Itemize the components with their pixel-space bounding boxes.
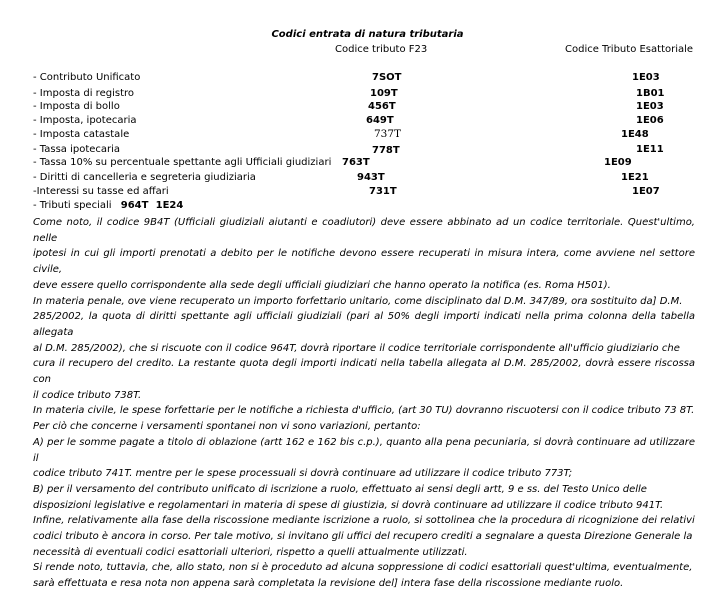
row-label-interessi-tasse: -Interessi su tasse ed affari — [33, 186, 169, 197]
body-line: codici tributo è ancora in corso. Per tale motivo, si invitano gli uffici del recupero crediti a segnalare a questa Direzione Generale la — [33, 531, 693, 543]
body-line: Si rende noto, tuttavia, che, allo stato, non si è proceduto ad alcuna soppressione di codici esattoriali quest'ultima, eventualmente, — [33, 562, 693, 574]
body-line: In materia civile, le spese forfettarie per le notifiche a richiesta d'ufficio, (art 30 TU) dovranno riscuotersi con il codice tributo 73 8T. — [33, 405, 695, 417]
body-text — [33, 215, 695, 592]
row-label-tributi-speciali — [33, 200, 183, 211]
row-label-imposta-bollo: - Imposta di bollo — [33, 101, 120, 112]
row-code-esattoriale: 1E48 — [621, 129, 649, 140]
row-code-esattoriale: 1E06 — [636, 115, 664, 126]
row-label-imposta-catastale: - Imposta catastale — [33, 129, 130, 140]
body-line: necessità di eventuali codici esattoriali ulteriori, rispetto a quelli attualmente utilizzati. — [33, 546, 468, 558]
row-label-diritti-cancelleria: - Diritti di cancelleria e segreteria giudiziaria — [33, 172, 256, 183]
body-line: codice tributo 741T. mentre per le spese processuali si dovrà continuare ad utilizzare il codice tributo 773T; — [33, 468, 573, 480]
row-code-esattoriale: 1E11 — [636, 144, 664, 155]
row-label-imposta-registro: - Imposta di registro — [33, 88, 134, 99]
row-label-imposta-ipotecaria: - Imposta, ipotecaria — [33, 115, 137, 126]
row-code-esattoriale: 1E09 — [604, 157, 632, 168]
row-code-f23: 778T — [372, 145, 400, 156]
body-line: ipotesi in cui gli importi prenotati a debito per le notifiche devono essere recuperati in misura intera, come avviene nel settore civile, — [33, 248, 695, 276]
body-line: Infine, relativamente alla fase della riscossione mediante iscrizione a ruolo, si sottolinea che la procedura di ricognizione dei relativi — [33, 515, 695, 527]
column-header-esattoriale: Codice Tributo Esattoriale — [565, 44, 694, 55]
row-code-esattoriale: 1E03 — [632, 72, 660, 83]
body-line: Come noto, il codice 9B4T (Ufficiali giudiziali aiutanti e coadiutori) deve essere abbinato ad un codice territoriale. Quest'ultimo, nelle — [33, 217, 695, 244]
row-code-f23: 964T — [120, 200, 149, 211]
row-code-f23: 763T — [342, 157, 370, 168]
body-line: al D.M. 285/2002), che si riscuote con il codice 964T, dovrà riportare il codice territoriale corrispondente all'ufficio giudiziario che — [33, 342, 680, 354]
row-code-f23: 737T — [374, 128, 402, 140]
body-line: Per ciò che concerne i versamenti spontanei non vi sono variazioni, pertanto: — [33, 421, 421, 433]
body-line: disposizioni legislative e regolamentari in materia di spese di giustizia, si dovrà continuare ad utilizzare il codice tributo 941T. — [33, 499, 664, 511]
body-line: deve essere quello corrispondente alla sede degli ufficiali giudiziari che hanno operato la notifica (es. Roma H501). — [33, 279, 611, 291]
row-code-f23: 456T — [368, 101, 396, 112]
row-label-text: - Tributi speciali — [33, 200, 112, 211]
body-line: A) per le somme pagate a titolo di oblazione (artt 162 e 162 bis c.p.), quanto alla pena pecuniaria, si dovrà continuare ad utilizzare il — [33, 436, 695, 464]
row-code-esattoriale: 1E24 — [155, 200, 184, 211]
document-title: Codici entrata di natura tributaria — [271, 29, 464, 40]
body-line: In materia penale, ove viene recuperato un importo forfettario unitario, come disciplinato dal D.M. 347/89, ora sostituito da] D.M. — [33, 295, 683, 307]
row-code-f23: 731T — [369, 186, 397, 197]
body-line: B) per il versamento del contributo unificato di iscrizione a ruolo, effettuato ai sensi degli artt, 9 e ss. del Testo Unico delle — [33, 483, 647, 495]
row-code-f23: 649T — [366, 115, 394, 126]
row-label-tassa-ufficiali: - Tassa 10% su percentuale spettante agli Ufficiali giudiziari — [33, 157, 332, 168]
body-line: sarà effettuata e resa nota non appena sarà completata la revisione del] intera fase della riscossione mediante ruolo. — [33, 578, 624, 590]
body-line: cura il recupero del credito. La restante quota degli importi indicati nella tabella allegata al D.M. 285/2002, dovrà essere riscossa con — [33, 358, 695, 386]
column-header-f23: Codice tributo F23 — [335, 44, 428, 55]
body-line: 285/2002, la quota di diritti spettante agli ufficiali giudiziali (pari al 50% degli importi indicati nella prima colonna della tabella allegata — [33, 311, 695, 338]
row-label-tassa-ipotecaria: - Tassa ipotecaria — [33, 144, 121, 155]
row-code-f23: 7SOT — [372, 72, 402, 83]
row-code-f23: 109T — [370, 88, 398, 99]
row-code-esattoriale: 1B01 — [636, 88, 665, 99]
row-code-esattoriale: 1E03 — [636, 101, 664, 112]
row-label-contributo-unificato: - Contributo Unificato — [33, 72, 141, 83]
body-line: il codice tributo 738T. — [33, 389, 142, 401]
row-code-f23: 943T — [357, 172, 385, 183]
row-code-esattoriale: 1E21 — [621, 172, 649, 183]
row-code-esattoriale: 1E07 — [632, 186, 660, 197]
